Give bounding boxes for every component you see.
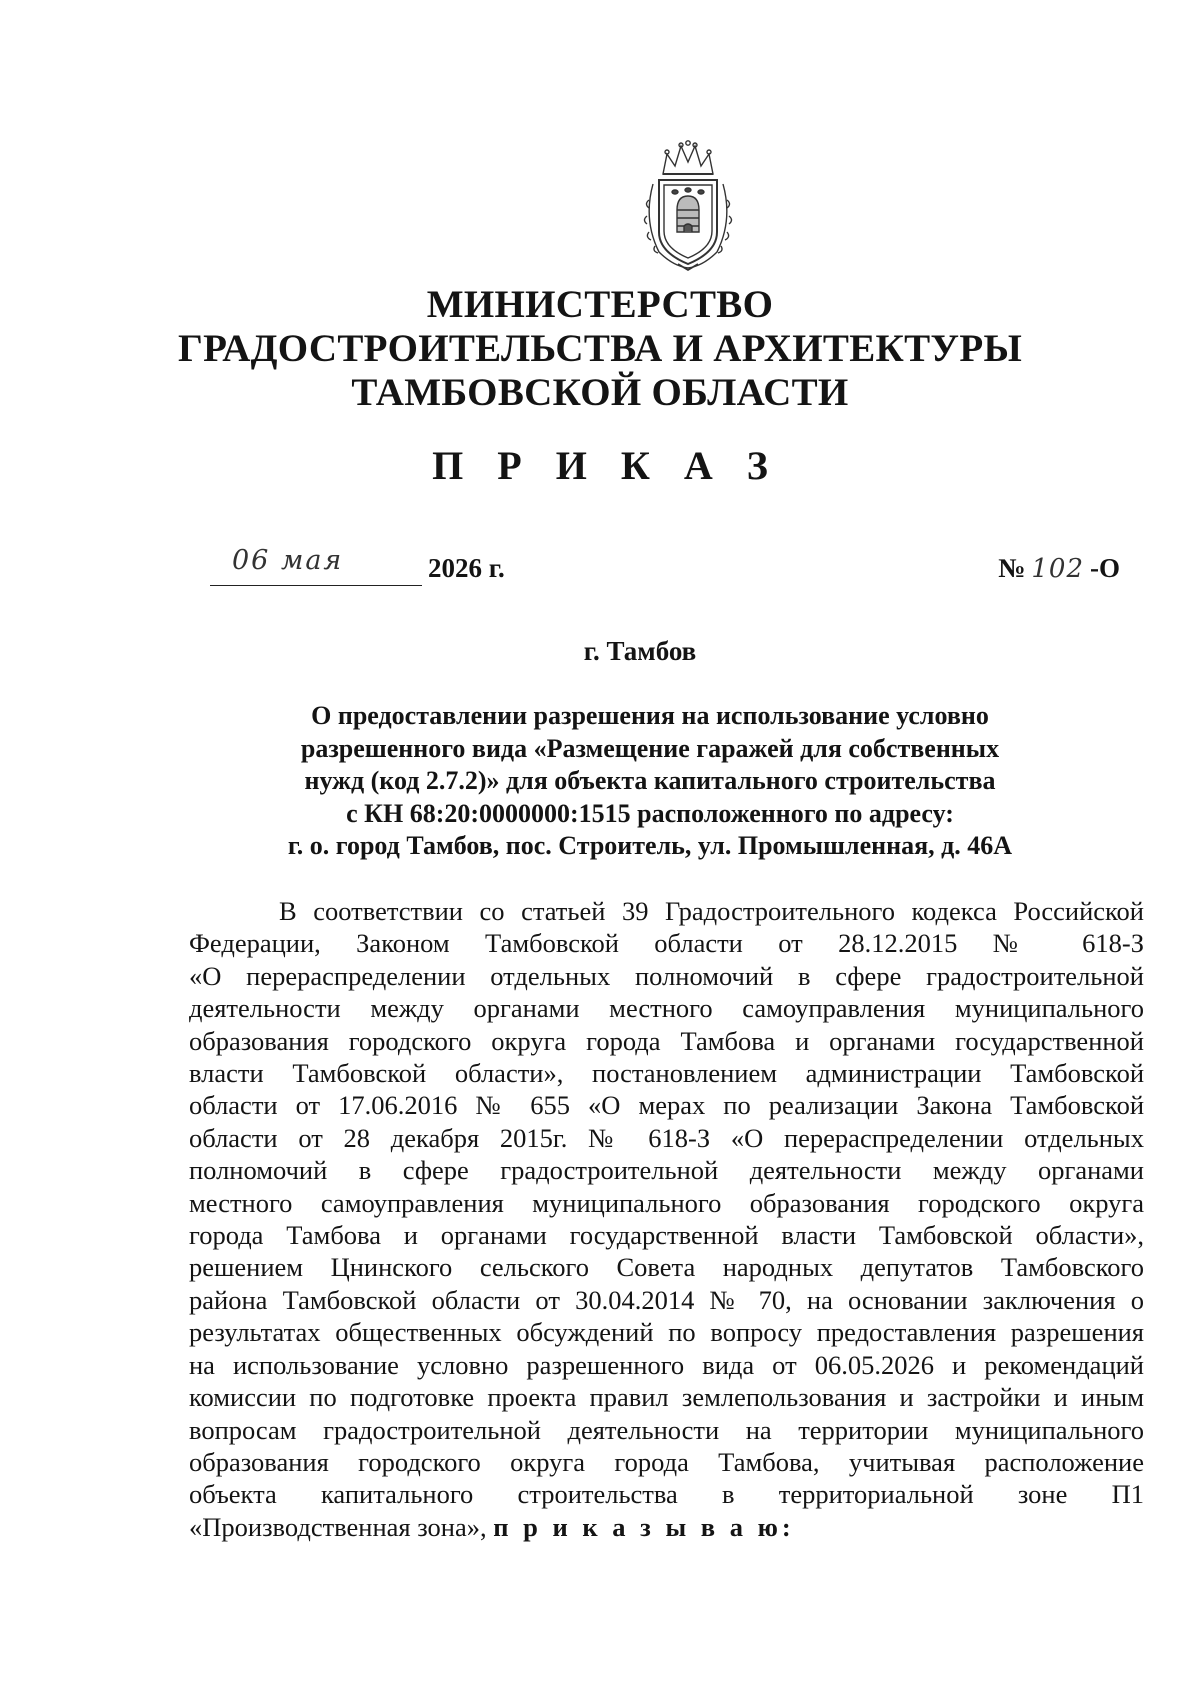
body-line: местного самоуправления муниципального образования городского округа	[189, 1187, 1144, 1218]
order-subject	[250, 700, 1050, 863]
handwritten-number: 102	[1031, 554, 1084, 584]
number-sign: №	[998, 553, 1026, 583]
document-type-title: П Р И К А З	[432, 443, 780, 488]
subject-line: с КН 68:20:0000000:1515 расположенного по адресу:	[346, 798, 954, 828]
date-year: 2026 г.	[428, 553, 505, 583]
body-line: на использование условно разрешенного вида от 06.05.2026 и рекомендаций	[189, 1349, 1144, 1380]
body-line: В соответствии со статьей 39 Градостроительного кодекса Российской	[279, 896, 1144, 926]
body-line: власти Тамбовской области», постановлением администрации Тамбовской	[189, 1058, 1144, 1089]
handwritten-date: 06 мая	[232, 545, 344, 576]
ministry-title-line-1: МИНИСТЕРСТВО	[426, 283, 774, 326]
order-preamble	[189, 895, 1144, 1543]
body-line: комиссии по подготовке проекта правил землепользования и застройки и иным	[189, 1382, 1144, 1413]
body-line: вопросам градостроительной деятельности на территории муниципального	[189, 1414, 1144, 1445]
body-line: области от 17.06.2016 № 655 «О мерах по реализации Закона Тамбовской	[189, 1090, 1144, 1121]
body-line: области от 28 декабря 2015г. № 618-З «О перераспределении отдельных	[189, 1122, 1144, 1153]
body-line: решением Цнинского сельского Совета народных депутатов Тамбовского	[189, 1252, 1144, 1283]
body-line: результатах общественных обсуждений по вопросу предоставления разрешения	[189, 1317, 1144, 1348]
document-number	[998, 553, 1120, 584]
body-line: объекта капитального строительства в территориальной зоне П1	[189, 1479, 1144, 1510]
body-line: «О перераспределении отдельных полномочий в сфере градостроительной	[189, 960, 1144, 991]
body-last-line	[189, 1511, 1144, 1543]
body-line: района Тамбовской области от 30.04.2014 № 70, на основании заключения о	[189, 1284, 1144, 1315]
subject-line: О предоставлении разрешения на использование условно	[311, 701, 989, 730]
body-line: деятельности между органами местного самоуправления муниципального	[189, 993, 1144, 1024]
date-number-row	[210, 545, 1120, 591]
ministry-title-line-2: ГРАДОСТРОИТЕЛЬСТВА И АРХИТЕКТУРЫ	[177, 327, 1023, 370]
body-line: города Тамбова и органами государственной власти Тамбовской области»,	[189, 1220, 1144, 1251]
ministry-header	[0, 283, 1200, 415]
number-suffix: -О	[1090, 553, 1120, 583]
city-line: г. Тамбов	[583, 636, 697, 666]
body-line: образования городского округа города Тамбова, учитывая расположение	[189, 1446, 1144, 1477]
subject-line: нужд (код 2.7.2)» для объекта капитального строительства	[304, 766, 996, 795]
subject-line: г. о. город Тамбов, пос. Строитель, ул. Промышленная, д. 46А	[287, 831, 1013, 860]
body-last-line-text: «Производственная зона»,	[189, 1511, 494, 1542]
tambov-coat-of-arms-icon	[633, 140, 743, 272]
order-directive: п р и к а з ы в а ю:	[493, 1511, 795, 1542]
body-line: образования городского округа города Тамбова и органами государственной	[189, 1025, 1144, 1056]
body-line: полномочий в сфере градостроительной деятельности между органами	[189, 1155, 1144, 1186]
ministry-title-line-3: ТАМБОВСКОЙ ОБЛАСТИ	[351, 371, 849, 414]
body-line: Федерации, Законом Тамбовской области от 28.12.2015 № 618-З	[189, 928, 1144, 959]
subject-line: разрешенного вида «Размещение гаражей для собственных	[300, 733, 1000, 763]
